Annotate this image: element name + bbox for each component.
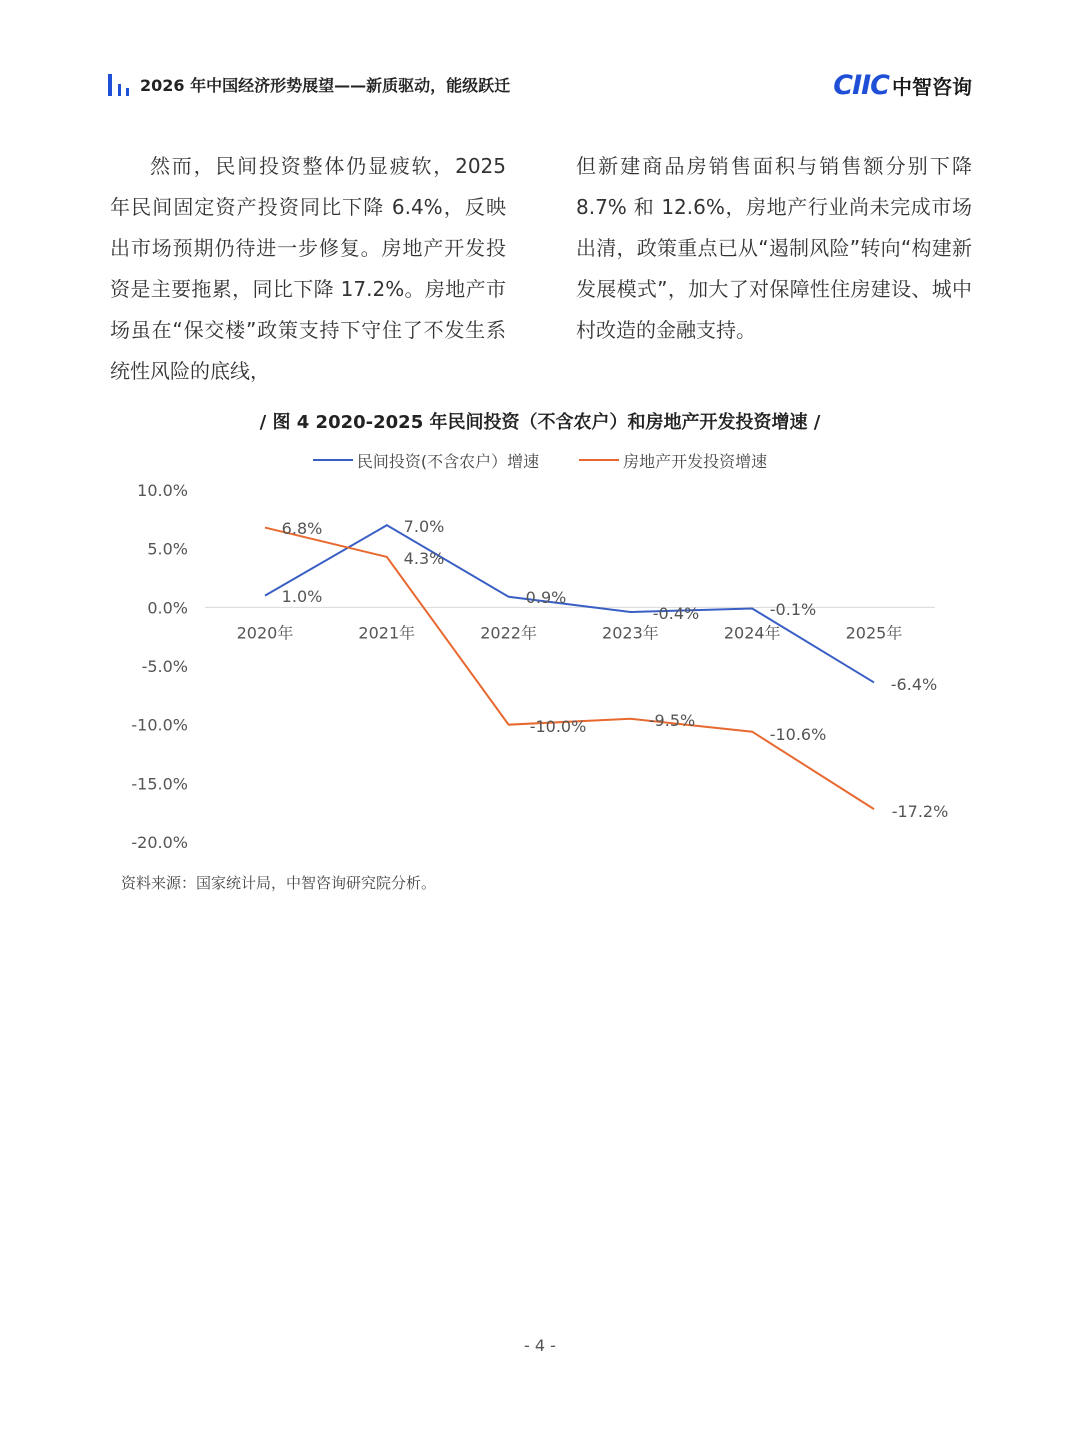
y-tick-label: -10.0% bbox=[131, 715, 188, 735]
data-label: -17.2% bbox=[891, 802, 949, 821]
ciic-logo bbox=[833, 68, 972, 102]
logo-text: 中智咨询 bbox=[892, 74, 972, 99]
data-label: 7.0% bbox=[403, 517, 445, 536]
y-tick-label: 10.0% bbox=[137, 481, 188, 500]
y-tick-label: -5.0% bbox=[141, 657, 188, 676]
logo-mark: CIIC bbox=[833, 69, 889, 101]
data-label: -10.0% bbox=[529, 717, 587, 736]
data-label: 1.0% bbox=[281, 587, 323, 606]
body-text bbox=[110, 146, 972, 392]
x-tick-label: 2025年 bbox=[845, 623, 903, 643]
x-tick-label: 2020年 bbox=[236, 623, 294, 643]
report-title: 2026 年中国经济形势展望——新质驱动，能级跃迁 bbox=[140, 76, 511, 95]
source-note: 资料来源：国家统计局，中智咨询研究院分析。 bbox=[121, 874, 437, 892]
y-tick-label: 0.0% bbox=[147, 598, 188, 618]
data-label: 4.3% bbox=[403, 549, 445, 568]
paragraph: 然而，民间投资整体仍显疲软，2025 年民间固定资产投资同比下降 6.4%，反映出市场预期仍待进一步修复。房地产开发投资是主要拖累，同比下降 17.2%。房地产市场虽在“保交楼”政策支持下守住了不发生系统性风险的底线， bbox=[110, 154, 506, 383]
legend-item-real-estate bbox=[579, 448, 767, 472]
legend-label: 民间投资(不含农户）增速 bbox=[356, 451, 540, 471]
paragraph: 但新建商品房销售面积与销售额分别下降 8.7% 和 12.6%，房地产行业尚未完成市场出清，政策重点已从“遏制风险”转向“构建新发展模式”，加大了对保障性住房建设、城中村改造的金融支持。 bbox=[576, 154, 972, 342]
legend-line-private-investment bbox=[313, 459, 353, 461]
line-chart bbox=[0, 470, 1080, 870]
y-tick-label: -20.0% bbox=[131, 833, 188, 852]
header-bars-icon bbox=[108, 74, 138, 96]
x-tick-label: 2024年 bbox=[723, 623, 781, 643]
data-label: 0.9% bbox=[525, 588, 567, 607]
page-number: - 4 - bbox=[524, 1336, 556, 1355]
y-tick-label: 5.0% bbox=[147, 539, 188, 559]
data-label: -0.4% bbox=[652, 604, 700, 623]
chart-title: / 图 4 2020-2025 年民间投资（不含农户）和房地产开发投资增速 / bbox=[259, 412, 821, 433]
data-label: 6.8% bbox=[281, 519, 323, 538]
data-label: -6.4% bbox=[890, 675, 938, 694]
y-tick-label: -15.0% bbox=[131, 774, 188, 794]
series-line-real-estate bbox=[265, 528, 874, 810]
left-column bbox=[110, 146, 506, 392]
x-tick-label: 2021年 bbox=[358, 623, 416, 643]
legend-line-real-estate bbox=[579, 459, 619, 461]
legend-item-private-investment bbox=[313, 448, 539, 472]
page-header bbox=[108, 66, 972, 106]
chart-legend bbox=[0, 448, 1080, 472]
x-tick-label: 2023年 bbox=[602, 623, 659, 643]
legend-label: 房地产开发投资增速 bbox=[623, 451, 768, 471]
data-label: -10.6% bbox=[769, 725, 827, 744]
right-column bbox=[576, 146, 972, 392]
x-tick-label: 2022年 bbox=[480, 623, 537, 643]
data-label: -9.5% bbox=[648, 711, 696, 730]
data-label: -0.1% bbox=[769, 600, 817, 619]
